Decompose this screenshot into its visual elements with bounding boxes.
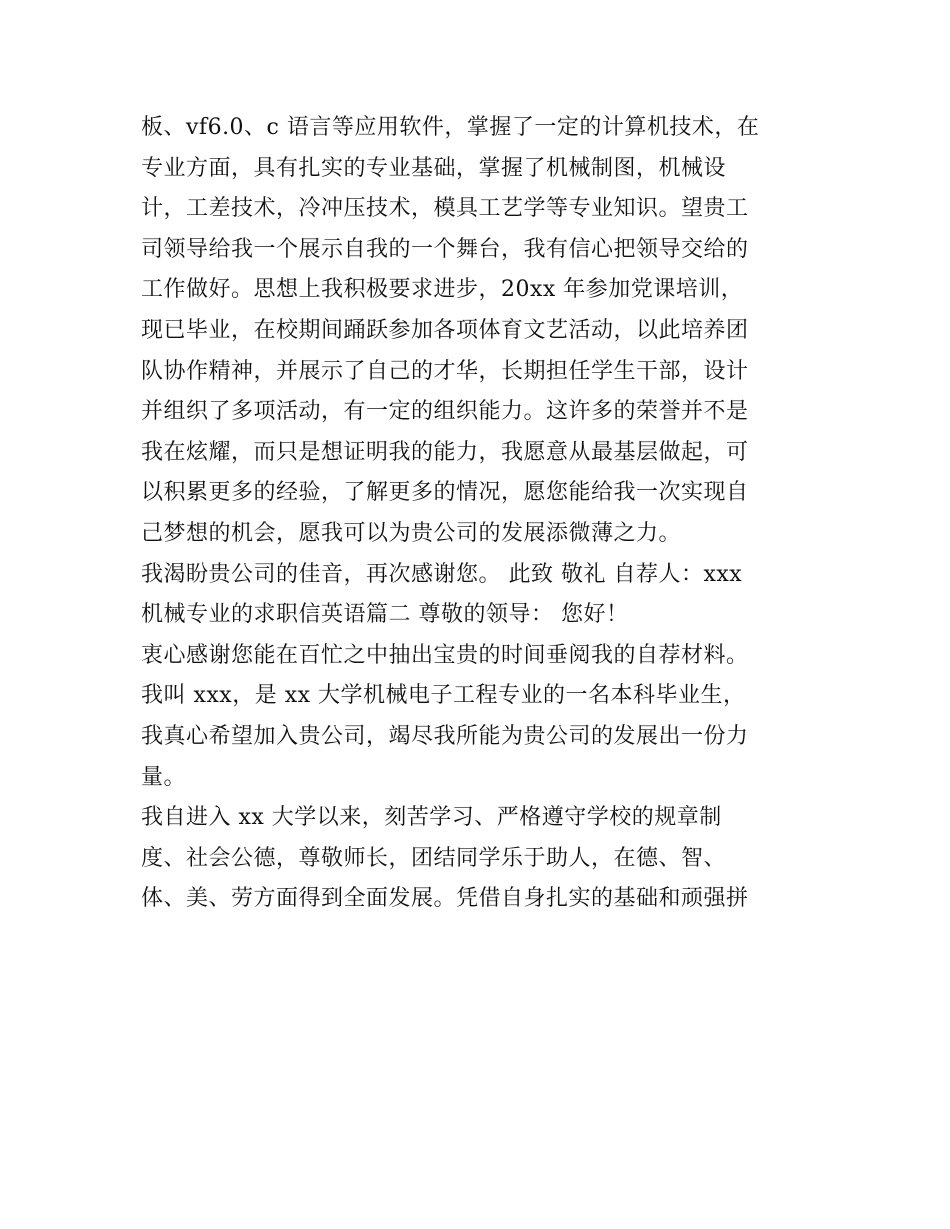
text-line: 机械专业的求职信英语篇二 尊敬的领导： 您好！ [141,602,629,628]
text-line: 以积累更多的经验，了解更多的情况，愿您能给我一次实现自 [141,480,749,506]
text-line: 专业方面，具有扎实的专业基础，掌握了机械制图，机械设 [141,155,727,181]
text-line: 我渴盼贵公司的佳音，再次感谢您。 此致 敬礼 自荐人：xxx [141,561,743,587]
text-line: 量。 [141,764,187,790]
text-line: 板、vf6.0、c 语言等应用软件，掌握了一定的计算机技术，在 [141,115,760,140]
text-line: 计，工差技术，冷冲压技术，模具工艺学等专业知识。望贵工 [141,196,749,222]
text-line: 现已毕业，在校期间踊跃参加各项体育文艺活动，以此培养团 [141,317,749,343]
text-line: 我自进入 xx 大学以来，刻苦学习、严格遵守学校的规章制 [141,805,722,831]
text-line: 度、社会公德，尊敬师长，团结同学乐于助人，在德、智、 [141,845,727,871]
document-body [141,108,821,920]
text-line: 己梦想的机会，愿我可以为贵公司的发展添微薄之力。 [141,520,682,546]
text-line: 并组织了多项活动，有一定的组织能力。这许多的荣誉并不是 [141,399,749,425]
text-line: 队协作精神，并展示了自己的才华，长期担任学生干部，设计 [141,358,749,384]
text-line: 衷心感谢您能在百忙之中抽出宝贵的时间垂阅我的自荐材料。 [141,642,749,668]
text-line: 我真心希望加入贵公司，竭尽我所能为贵公司的发展出一份力 [141,723,749,749]
text-line: 工作做好。思想上我积极要求进步，20xx 年参加党课培训， [141,277,744,303]
text-line: 体、美、劳方面得到全面发展。凭借自身扎实的基础和顽强拼 [141,886,749,912]
text-line: 司领导给我一个展示自我的一个舞台，我有信心把领导交给的 [141,236,749,262]
text-line: 我叫 xxx，是 xx 大学机械电子工程专业的一名本科毕业生， [141,683,746,709]
text-line: 我在炫耀，而只是想证明我的能力，我愿意从最基层做起，可 [141,439,749,465]
